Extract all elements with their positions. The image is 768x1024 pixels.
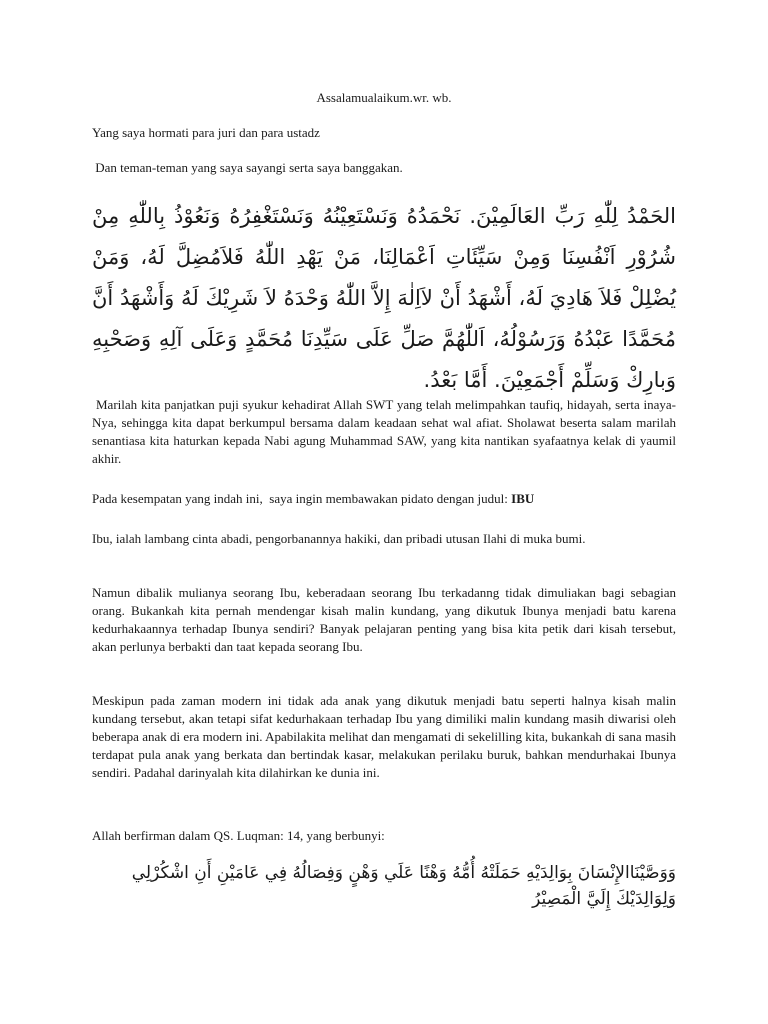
speech-title-line [92, 489, 534, 509]
speech-intro-text: Pada kesempatan yang indah ini, saya ingin membawakan pidato dengan judul: [92, 491, 512, 506]
document-page [92, 0, 676, 1024]
verse-intro: Allah berfirman dalam QS. Luqman: 14, yang berbunyi: [92, 828, 385, 843]
greeting: Assalamualaikum.wr. wb. [316, 90, 452, 105]
address-jury: Yang saya hormati para juri dan para ustadz [92, 125, 320, 140]
speech-title: IBU [511, 491, 535, 506]
opening-arabic-text: الحَمْدُ لِلّٰهِ رَبِّ العَالَمِيْنَ. نَحْمَدُهُ وَنَسْتَعِيْنُهُ وَنَسْتَغْفِرُهُ وَنَعُوْذُ بِاللّٰهِ مِنْ شُرُوْرِ اَنْفُسِنَا وَمِنْ سَيِّئَاتِ اَعْمَالِنَا، مَنْ يَهْدِ اللّٰهُ فَلاَمُضِلَّ لَهُ، وَمَنْ يُضْلِلْ فَلاَ هَادِيَ لَهُ، أَشْهَدُ أَنْ لاَاِلٰهَ إِلاَّ اللّٰهُ وَحْدَهُ لاَ شَرِيْكَ لَهُ وَأَشْهَدُ أَنَّ مُحَمَّدًا عَبْدُهُ وَرَسُوْلُهُ، اَللّٰهُمَّ صَلِّ عَلَى سَيِّدِنَا مُحَمَّدٍ وَعَلَى آلِهِ وَصَحْبِهِ وَبارِكْ وَسَلِّمْ أَجْمَعِيْنَ. أَمَّا بَعْدُ. [92, 204, 676, 392]
quran-verse-arabic: وَوَصَّيْنَاالإِنْسَانَ بِوَالِدَيْهِ حَمَلَتْهُ أُمُّهُ وَهْنًا عَلَي وَهْنٍ وَفِصَالُهُ فِي عَامَيْنِ أَنِ اشْكُرْلِي وَلِوَالِدَيْكَ إِلَيَّ الْمَصِيْرُ [131, 863, 676, 909]
paragraph-gratitude: Marilah kita panjatkan puji syukur kehadirat Allah SWT yang telah melimpahkan taufiq, hidayah, serta inaya-Nya, sehingga kita dapat berkumpul bersama dalam keadaan sehat wal afiat. Sholawat beserta salam marilah senantiasa kita haturkan kepada Nabi agung Muhammad SAW, yang kita nantikan syafaatnya kelak di yaumil akhir. [92, 397, 676, 466]
paragraph-malin-kundang: Namun dibalik mulianya seorang Ibu, keberadaan seorang Ibu terkadanng tidak dimuliakan bagi sebagian orang. Bukankah kita pernah mendengar kisah malin kundang, yang dikutuk Ibunya menjadi batu karena kedurhakaannya terhadap Ibunya sendiri? Banyak pelajaran penting yang bisa kita petik dari kisah tersebut, akan perlunya berbakti dan taat kepada seorang Ibu. [92, 585, 676, 654]
paragraph-mother-definition: Ibu, ialah lambang cinta abadi, pengorbanannya hakiki, dan pribadi utusan Ilahi di muka bumi. [92, 531, 586, 546]
address-friends: Dan teman-teman yang saya sayangi serta saya banggakan. [92, 160, 403, 175]
paragraph-modern-era: Meskipun pada zaman modern ini tidak ada anak yang dikutuk menjadi batu seperti halnya kisah malin kundang tersebut, akan tetapi sifat kedurhakaan terhadap Ibu yang dimiliki malin kundang masih diwarisi oleh beberapa anak di era modern ini. Apabilakita melihat dan mengamati di sekelilling kita, bukankah di sana masih terdapat pula anak yang berkata dan bertindak kasar, melakukan perilaku buruk, bahkan mendurhakai Ibunya sendiri. Padahal darinyalah kita dilahirkan ke dunia ini. [92, 693, 676, 780]
